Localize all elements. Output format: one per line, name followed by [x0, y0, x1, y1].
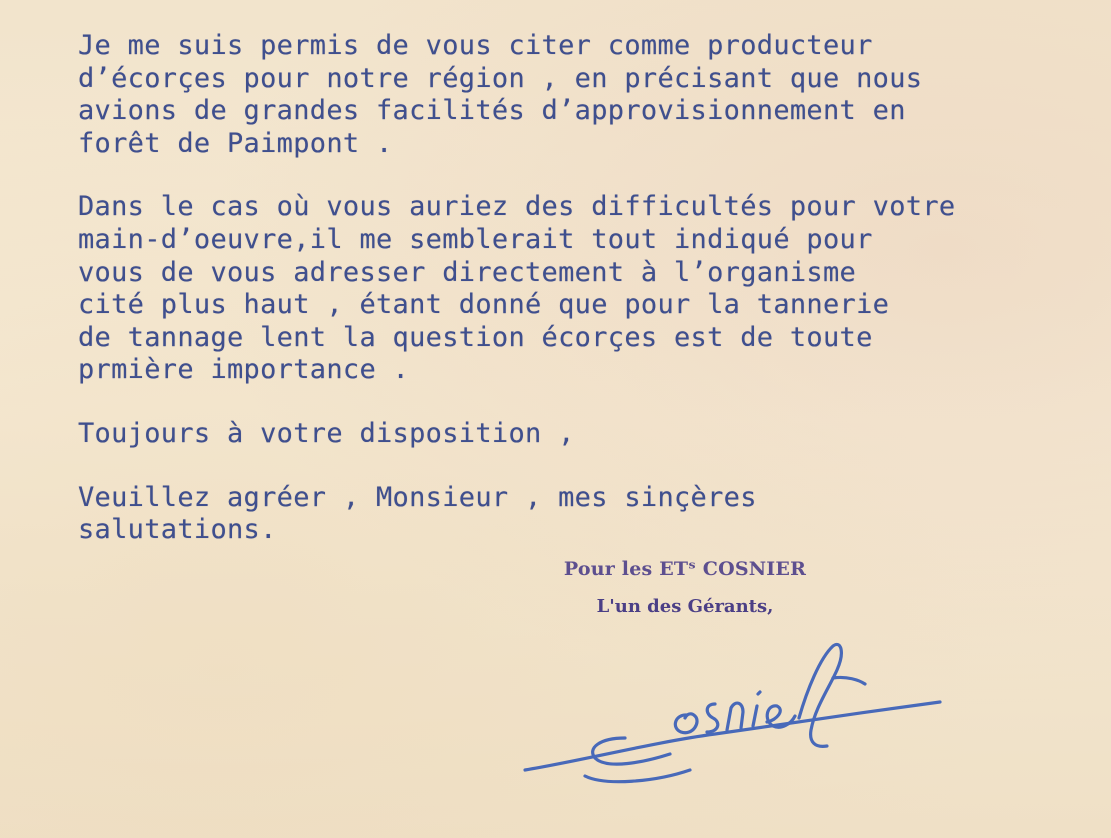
text-line: salutations. — [78, 514, 277, 546]
paragraph-producer — [78, 30, 1108, 160]
paragraph-disposition — [78, 418, 1108, 451]
letter-body — [78, 30, 1108, 578]
handwritten-signature — [515, 630, 965, 810]
stamp-company-line: Pour les ETˢ COSNIER — [563, 558, 807, 580]
company-stamp — [500, 552, 870, 622]
paragraph-closing — [78, 482, 1108, 547]
paragraph-workforce — [78, 191, 1108, 387]
text-line: prmière importance . — [78, 354, 410, 386]
text-line: forêt de Paimpont . — [78, 127, 393, 159]
text-line: vous de vous adresser directement à l’organisme — [78, 256, 857, 288]
text-line: d’écorçes pour notre région , en précisant que nous — [78, 62, 923, 94]
text-line: Veuillez agréer , Monsieur , mes sinçères — [78, 481, 757, 513]
text-line: de tannage lent la question écorçes est de toute — [78, 321, 873, 353]
text-line: Toujours à votre disposition , — [78, 417, 575, 449]
text-line: Dans le cas où vous auriez des difficultés pour votre — [78, 191, 956, 223]
text-line: avions de grandes facilités d’approvisionnement en — [78, 95, 906, 127]
text-line: cité plus haut , étant donné que pour la tannerie — [78, 289, 890, 321]
stamp-role-line: L'un des Gérants, — [596, 596, 774, 617]
text-line: main-d’oeuvre,il me semblerait tout indiqué pour — [78, 223, 873, 255]
text-line: Je me suis permis de vous citer comme producteur — [78, 30, 873, 61]
